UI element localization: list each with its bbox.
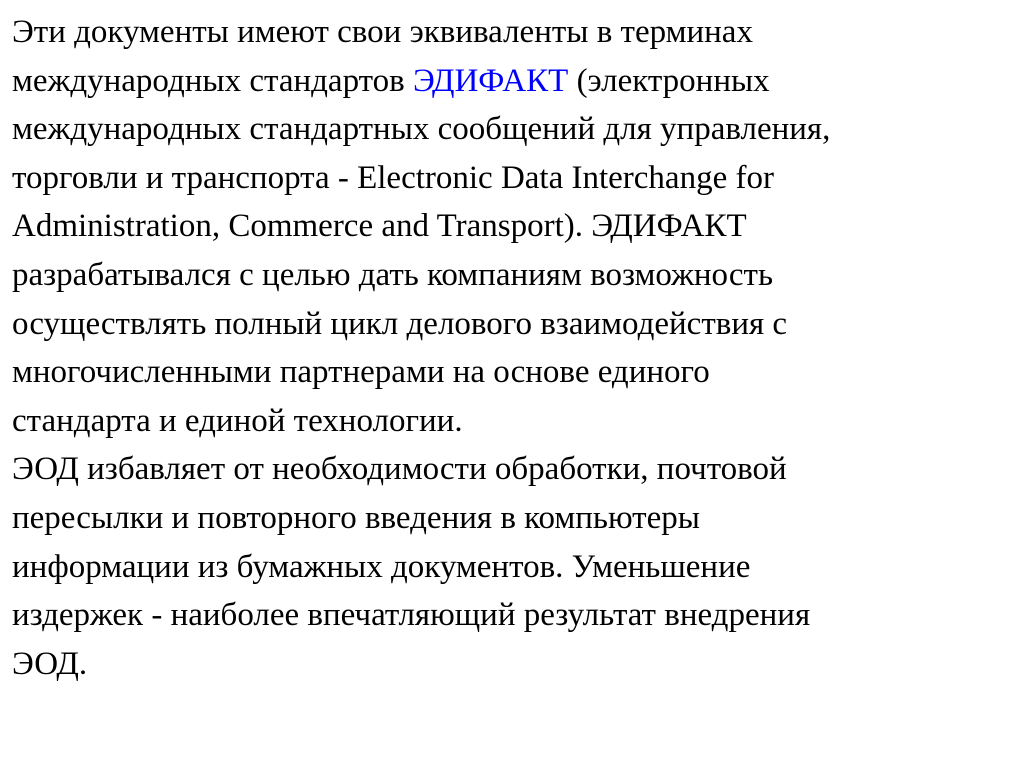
text-line: стандарта и единой технологии. — [12, 402, 463, 439]
text-line: издержек - наиболее впечатляющий результат внедрения — [12, 597, 811, 634]
text-segment: международных стандартов — [12, 62, 413, 99]
text-segment: (электронных — [568, 62, 770, 99]
text-line: информации из бумажных документов. Уменьшение — [12, 548, 751, 585]
text-line: ЭОД. — [12, 645, 88, 682]
text-line: торговли и транспорта - Electronic Data Interchange for — [12, 159, 774, 196]
text-line: Administration, Commerce and Transport). ЭДИФАКТ — [12, 208, 747, 245]
text-line: многочисленными партнерами на основе единого — [12, 354, 710, 391]
text-line: ЭОД избавляет от необходимости обработки, почтовой — [12, 451, 787, 488]
text-line: осуществлять полный цикл делового взаимодействия с — [12, 305, 788, 342]
text-line: международных стандартных сообщений для управления, — [12, 111, 831, 148]
text-line: разрабатывался с целью дать компаниям возможность — [12, 256, 773, 293]
slide-content — [12, 8, 1016, 688]
text-line-with-link — [12, 57, 1016, 106]
paragraph-eod — [12, 445, 1016, 688]
edifact-link[interactable]: ЭДИФАКТ — [412, 62, 569, 99]
text-line: Эти документы имеют свои эквиваленты в терминах — [12, 14, 753, 50]
paragraph-edifact — [12, 8, 1016, 445]
text-line: пересылки и повторного введения в компьютеры — [12, 499, 700, 536]
